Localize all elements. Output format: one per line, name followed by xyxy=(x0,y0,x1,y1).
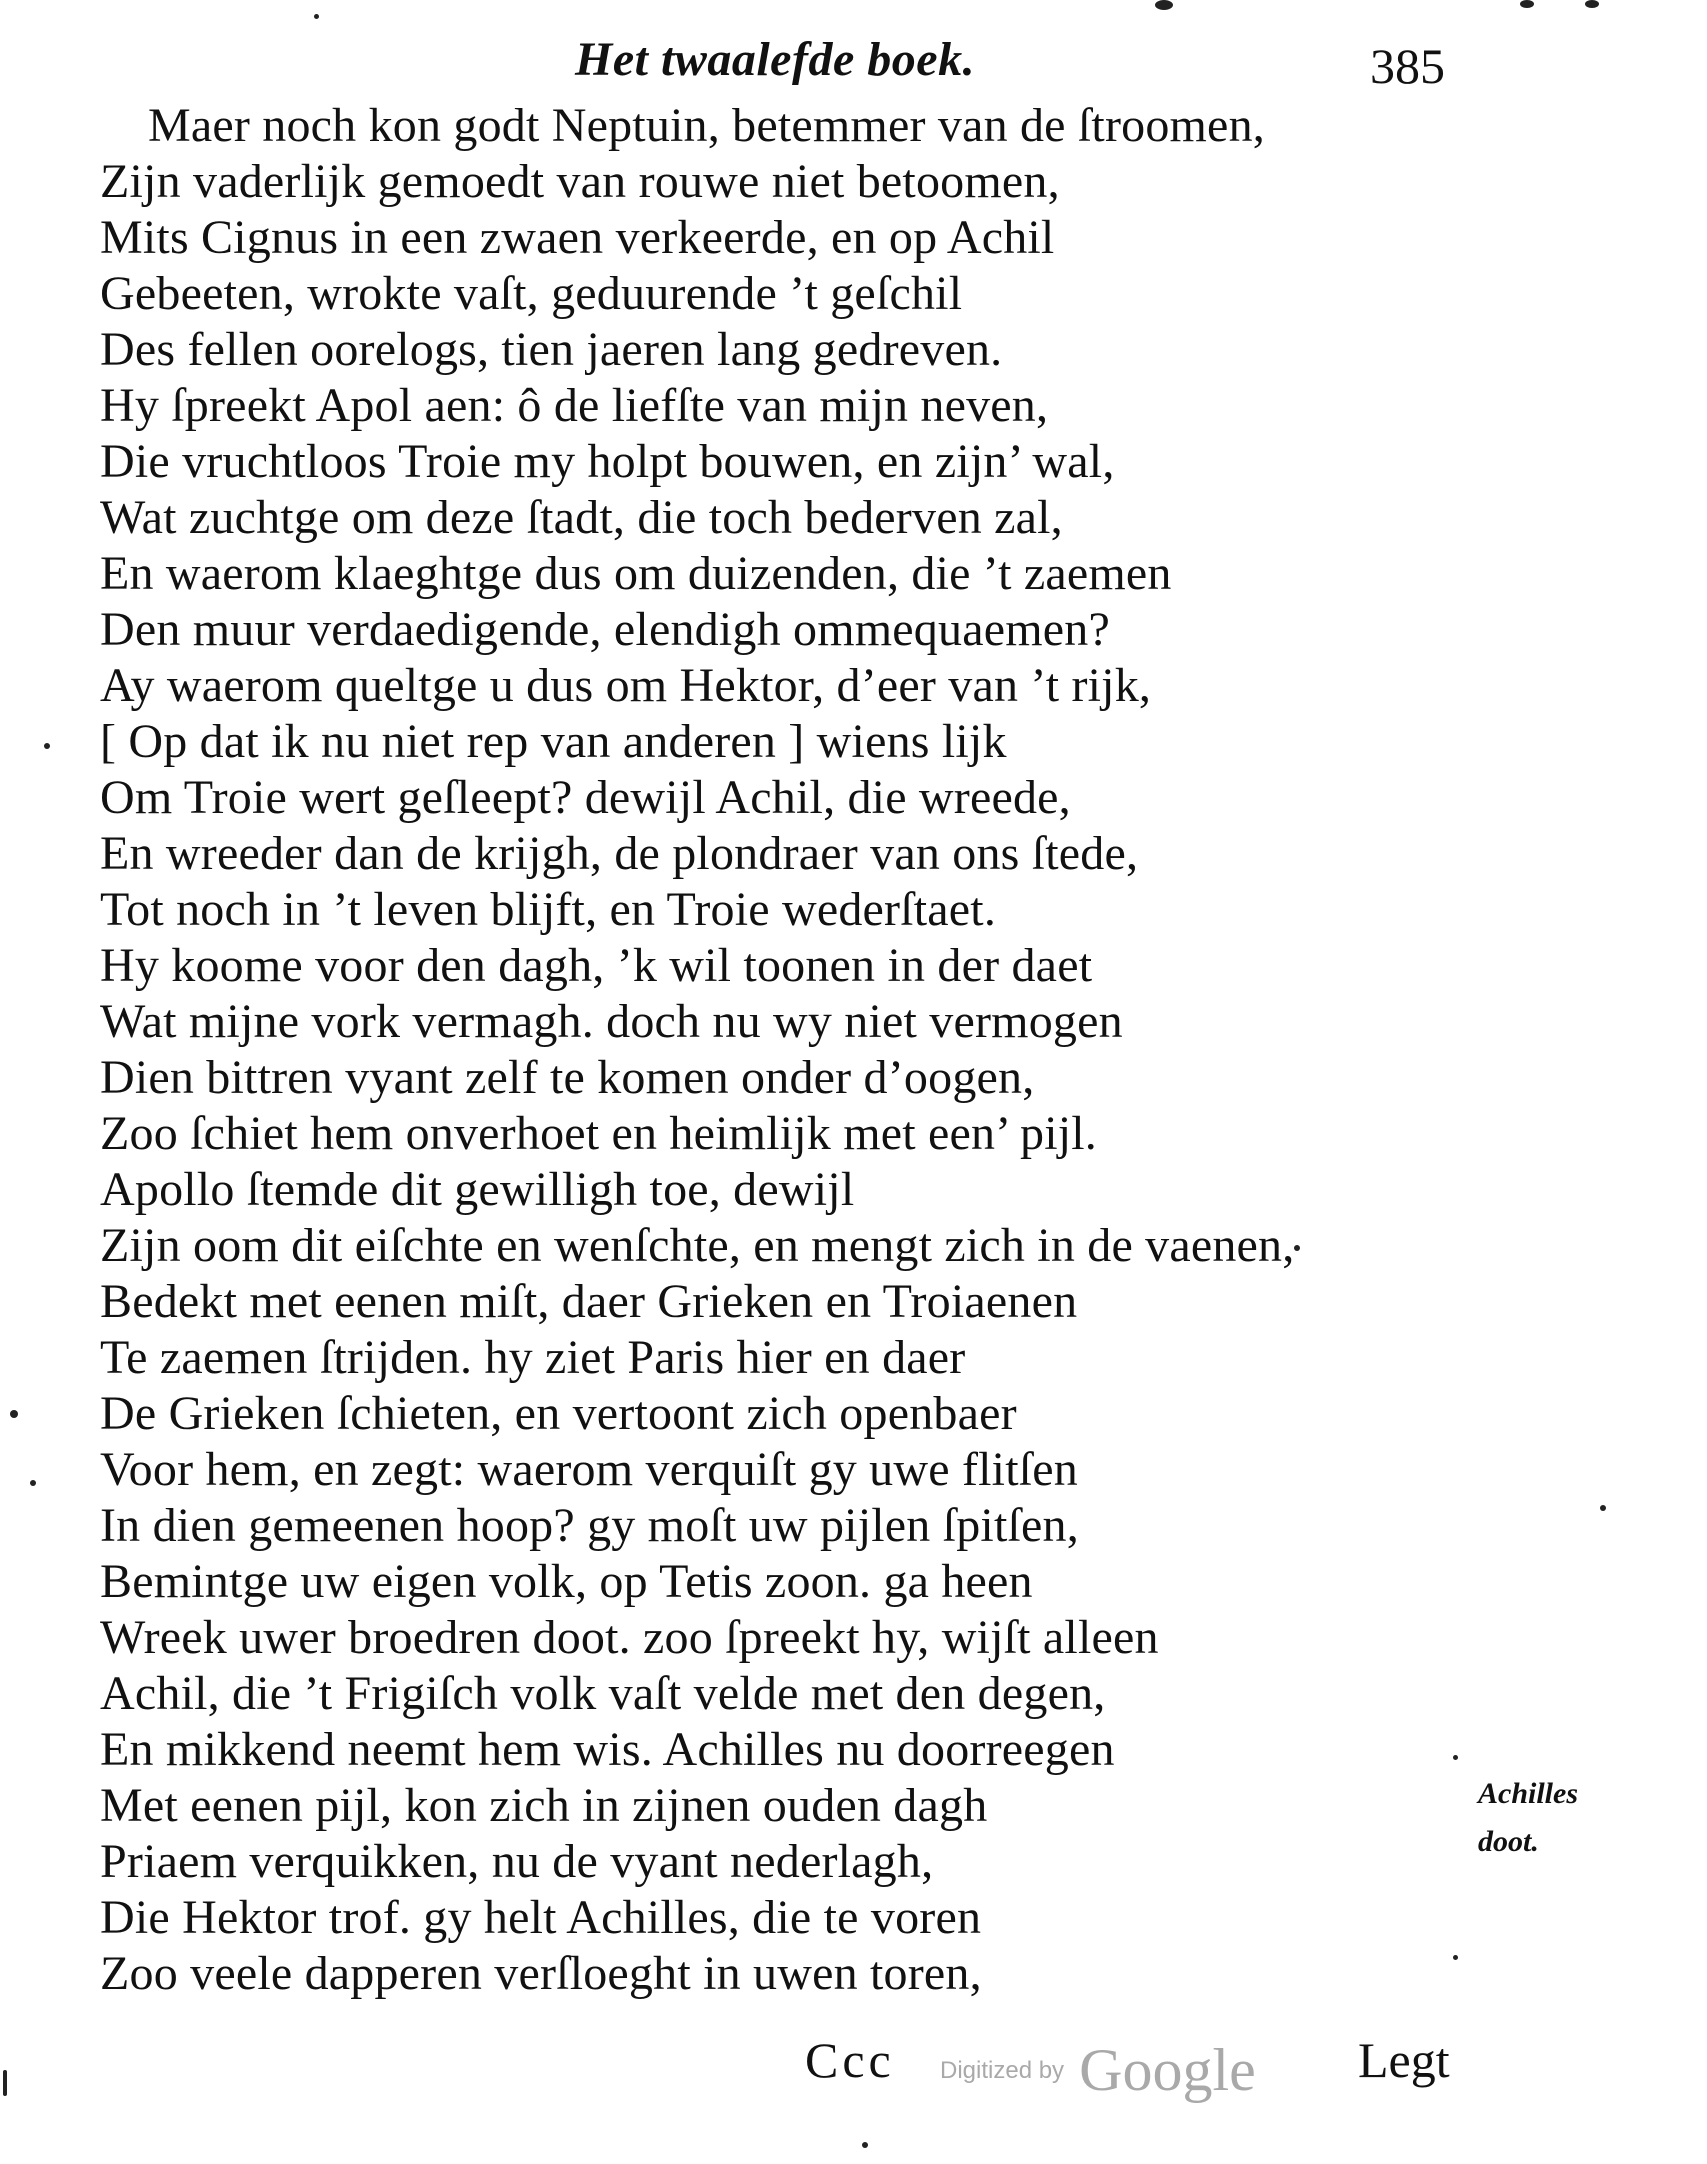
verse-line: [ Op dat ik nu niet rep van anderen ] wiens lijk xyxy=(100,715,1007,768)
verse-line: En mikkend neemt hem wis. Achilles nu doorreegen xyxy=(100,1723,1115,1776)
verse-line: Zijn vaderlijk gemoedt van rouwe niet betoomen, xyxy=(100,155,1060,208)
ink-speck xyxy=(1453,1955,1458,1960)
ink-speck xyxy=(862,2142,868,2148)
page-number: 385 xyxy=(1370,38,1445,94)
verse-line: Die vruchtloos Troie my holpt bouwen, en zijn’ wal, xyxy=(100,435,1115,488)
ink-speck xyxy=(3,2070,7,2096)
verse-text xyxy=(100,98,1480,2002)
verse-line: De Grieken ſchieten, en vertoont zich openbaer xyxy=(100,1387,1017,1440)
verse-line: Apollo ſtemde dit gewilligh toe, dewijl xyxy=(100,1163,855,1216)
verse-line: Met eenen pijl, kon zich in zijnen ouden dagh xyxy=(100,1779,988,1832)
verse-line: Wreek uwer broedren doot. zoo ſpreekt hy, wijſt alleen xyxy=(100,1611,1159,1664)
verse-line: Die Hektor trof. gy helt Achilles, die te voren xyxy=(100,1891,982,1944)
verse-line: En wreeder dan de krijgh, de plondraer van ons ſtede, xyxy=(100,827,1139,880)
ink-speck xyxy=(1294,1245,1300,1251)
ink-speck xyxy=(1453,1755,1458,1760)
verse-line: Zoo veele dapperen verſloeght in uwen toren, xyxy=(100,1947,982,2000)
digitization-watermark xyxy=(940,2036,1256,2105)
verse-line: Wat zuchtge om deze ſtadt, die toch bederven zal, xyxy=(100,491,1063,544)
watermark-brand: Google xyxy=(1079,2037,1256,2103)
verse-line: Des fellen oorelogs, tien jaeren lang gedreven. xyxy=(100,323,1003,376)
signature-mark: Ccc xyxy=(805,2032,895,2088)
verse-line: Maer noch kon godt Neptuin, betemmer van de ſtroomen, xyxy=(148,99,1265,152)
verse-line: Te zaemen ſtrijden. hy ziet Paris hier en daer xyxy=(100,1331,966,1384)
verse-line: Hy koome voor den dagh, ’k wil toonen in der daet xyxy=(100,939,1093,992)
verse-line: In dien gemeenen hoop? gy moſt uw pijlen ſpitſen, xyxy=(100,1499,1079,1552)
verse-line: Bemintge uw eigen volk, op Tetis zoon. ga heen xyxy=(100,1555,1033,1608)
verse-line: Dien bittren vyant zelf te komen onder d’oogen, xyxy=(100,1051,1035,1104)
ink-speck xyxy=(30,1480,36,1486)
verse-line: Voor hem, en zegt: waerom verquiſt gy uwe flitſen xyxy=(100,1443,1078,1496)
marginal-note-line-1: Achilles xyxy=(1478,1777,1579,1810)
verse-line: Bedekt met eenen miſt, daer Grieken en Troiaenen xyxy=(100,1275,1078,1328)
verse-line: Zoo ſchiet hem onverhoet en heimlijk met een’ pijl. xyxy=(100,1107,1098,1160)
ink-speck xyxy=(1520,0,1534,8)
ink-speck xyxy=(10,1410,18,1418)
running-title: Het twaalefde boek. xyxy=(575,33,976,86)
verse-line: Gebeeten, wrokte vaſt, geduurende ’t geſchil xyxy=(100,267,963,320)
ink-speck xyxy=(1585,0,1599,8)
watermark-prefix: Digitized by xyxy=(940,2056,1065,2084)
verse-line: Tot noch in ’t leven blijft, en Troie wederſtaet. xyxy=(100,883,997,936)
verse-line: Zijn oom dit eiſchte en wenſchte, en mengt zich in de vaenen, xyxy=(100,1219,1295,1272)
verse-line: Om Troie wert geſleept? dewijl Achil, die wreede, xyxy=(100,771,1071,824)
ink-speck xyxy=(44,743,50,749)
verse-line: Den muur verdaedigende, elendigh ommequaemen? xyxy=(100,603,1110,656)
verse-line: Ay waerom queltge u dus om Hektor, d’eer van ’t rijk, xyxy=(100,659,1152,712)
ink-speck xyxy=(314,14,319,19)
verse-line: Hy ſpreekt Apol aen: ô de liefſte van mijn neven, xyxy=(100,379,1049,432)
catchword: Legt xyxy=(1358,2032,1450,2088)
verse-line: En waerom klaeghtge dus om duizenden, die ’t zaemen xyxy=(100,547,1172,600)
verse-line: Wat mijne vork vermagh. doch nu wy niet vermogen xyxy=(100,995,1123,1048)
marginal-note xyxy=(1478,1770,1638,1866)
verse-line: Achil, die ’t Frigiſch volk vaſt velde met den degen, xyxy=(100,1667,1106,1720)
ink-speck xyxy=(1600,1505,1606,1511)
verse-line: Priaem verquikken, nu de vyant nederlagh, xyxy=(100,1835,934,1888)
marginal-note-line-2: doot. xyxy=(1478,1825,1539,1858)
verse-line: Mits Cignus in een zwaen verkeerde, en op Achil xyxy=(100,211,1055,264)
ink-speck xyxy=(1155,0,1173,10)
